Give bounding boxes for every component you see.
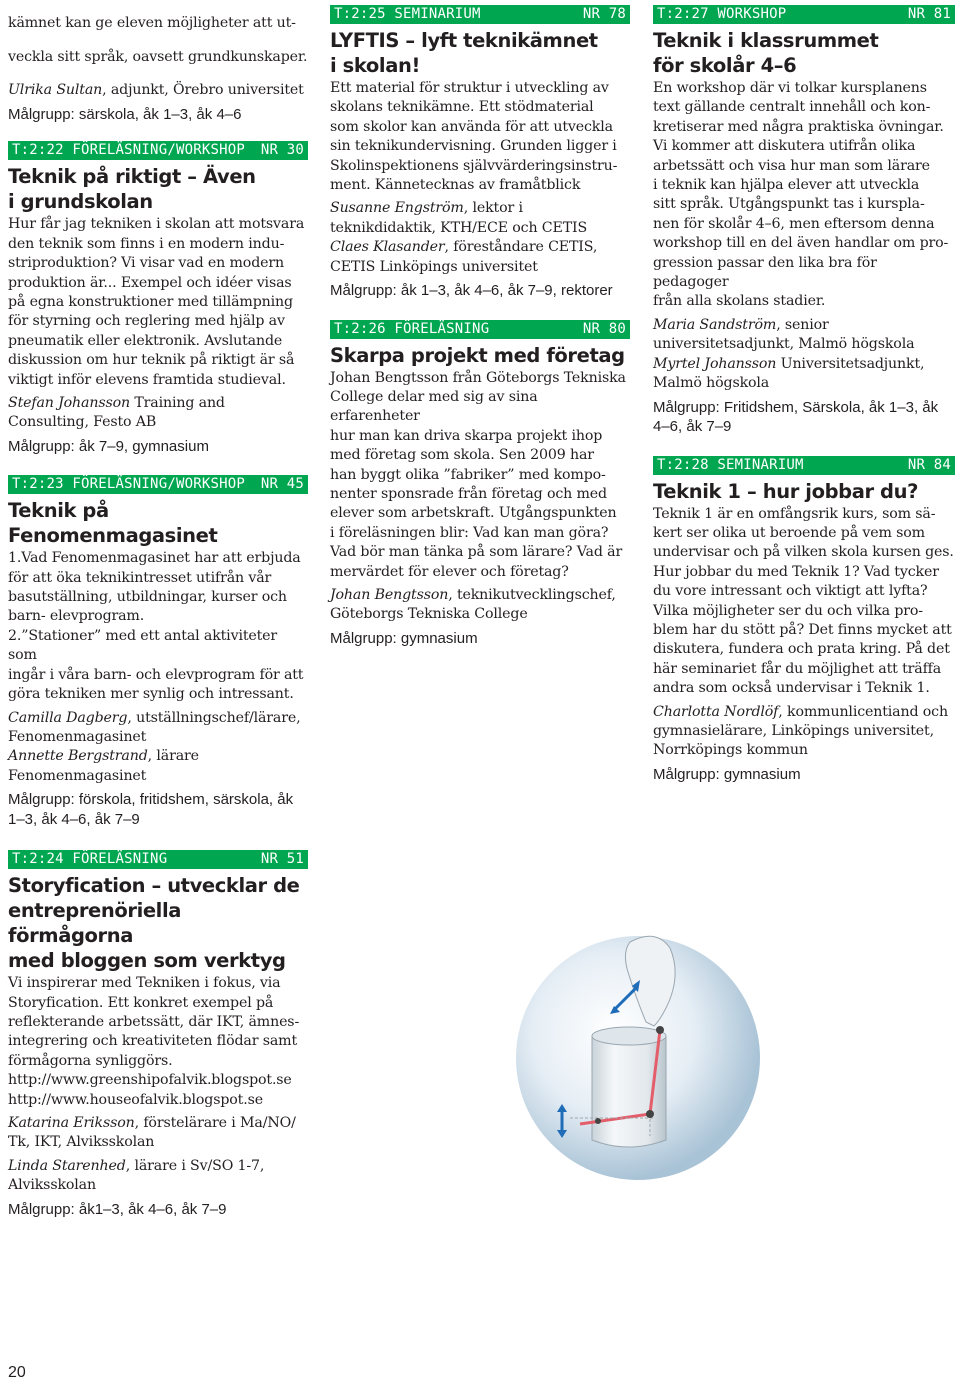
session-code: T:2:26 FÖRELÄSNING [334, 320, 490, 337]
body-line: Hur jobbar du med Teknik 1? Vad tycker [653, 563, 939, 580]
pivot-point [656, 1026, 664, 1034]
session-title [653, 28, 955, 78]
page-number: 20 [8, 1364, 26, 1381]
body-line: integrering och kreativiteten flödar samt [8, 1033, 297, 1050]
session-t224 [8, 850, 308, 1219]
body-line: Vilka möjligheter ser du och vilka pro- [653, 602, 923, 619]
body-line: kert ser olika ut beroende på vem som [653, 524, 925, 541]
body-line: striproduktion? Vi visar vad en modern [8, 255, 284, 272]
speaker-affiliation: Universitetsadjunkt, Malmö högskola [653, 355, 925, 392]
body-line: Johan Bengtsson från Göteborgs Tekniska [330, 369, 626, 386]
session-target: Målgrupp: åk 7–9, gymnasium [8, 437, 209, 455]
body-line: Vi kommer att diskutera utifrån olika [653, 138, 916, 155]
session-number: NR 45 [260, 476, 304, 493]
title-line: Skarpa projekt med företag [330, 343, 625, 367]
body-line: du vore intressant och viktigt att lyfta? [653, 583, 928, 600]
intro-target: Målgrupp: särskola, åk 1–3, åk 4–6 [8, 105, 242, 123]
body-line: Hur får jag tekniken i skolan att motsvara [8, 216, 305, 233]
pivot-point [646, 1110, 654, 1118]
speaker-affiliation: , kommunlicentiand och gymnasielärare, Linköpings universitet, Norrköpings kommun [653, 703, 948, 759]
body-line: kretiserar med några praktiska övningar. [653, 118, 944, 135]
session-description [653, 79, 955, 312]
session-target: Målgrupp: förskola, fritidshem, särskola, åk 1–3, åk 4–6, åk 7–9 [8, 791, 294, 828]
session-title [653, 479, 955, 504]
speaker-name: Myrtel Johansson [653, 355, 777, 372]
session-number: NR 80 [582, 320, 626, 337]
title-line: LYFTIS – lyft teknikämnet [330, 29, 598, 52]
body-line: sin teknikundervisning. Grunden ligger i [330, 138, 617, 155]
session-code: T:2:24 FÖRELÄSNING [12, 851, 168, 868]
body-line: 1.Vad Fenomenmagasinet har att erbjuda [8, 550, 301, 567]
session-code: T:2:28 SEMINARIUM [657, 456, 804, 473]
session-title [330, 343, 630, 368]
speaker-name: Camilla Dagberg [8, 709, 128, 726]
session-code: T:2:23 FÖRELÄSNING/WORKSHOP [12, 476, 245, 493]
body-line: hur man kan driva skarpa projekt ihop [330, 427, 603, 444]
body-line: arbetssätt och visa hur man som lärare [653, 157, 930, 174]
body-line: Teknik 1 är en omfångsrik kurs, som sä- [653, 505, 936, 522]
session-title [8, 873, 308, 973]
speaker-affiliation: , lärare i Sv/SO 1-7, Alviksskolan [8, 1157, 265, 1194]
speaker-name: Linda Starenhed [8, 1157, 126, 1174]
session-t222 [8, 141, 308, 456]
session-number: NR 81 [907, 6, 951, 22]
body-line: i teknik kan hjälpa elever att utveckla [653, 177, 920, 194]
session-speaker [330, 238, 630, 277]
session-number: NR 78 [582, 6, 626, 22]
body-line: College delar med sig av sina erfarenheter [330, 388, 538, 425]
title-line: Teknik 1 – hur jobbar du? [653, 479, 919, 503]
speaker-affiliation: , lektor i teknikdidaktik, KTH/ECE och CETIS [330, 200, 588, 236]
intro-line: veckla sitt språk, oavsett grundkunskaper. [8, 48, 308, 65]
session-number: NR 51 [260, 851, 304, 868]
speaker-affiliation: , adjunkt, Örebro universitet [102, 82, 304, 99]
body-line: produktion är... Exempel och idéer visas [8, 274, 292, 291]
session-description [330, 79, 630, 195]
speaker-name: Ulrika Sultan [8, 82, 103, 99]
session-description [8, 549, 308, 704]
column-middle [330, 0, 630, 648]
session-number: NR 84 [907, 456, 951, 473]
body-line: för styrning och reglering med hjälp av [8, 313, 285, 330]
speaker-affiliation: , förstelärare i Ma/NO/ Tk, IKT, Alviksskolan [8, 1114, 296, 1151]
body-line: nen för skolår 4–6, men eftersom denna [653, 215, 935, 232]
body-line: Vad bör man tänka på som lärare? Vad är [330, 544, 623, 561]
intro-block [8, 14, 308, 67]
session-speaker [330, 199, 630, 238]
body-line: viktigt inför elevens framtida studieval. [8, 371, 286, 388]
blog-link[interactable]: http://www.houseofalvik.blogspot.se [8, 1091, 263, 1108]
session-target: Målgrupp: åk1–3, åk 4–6, åk 7–9 [8, 1200, 227, 1218]
body-line: den teknik som finns i en modern indu- [8, 235, 285, 252]
body-line: ingår i våra barn- och elevprogram för att [8, 666, 304, 683]
session-target: Målgrupp: Fritidshem, Särskola, åk 1–3, åk 4–6, åk 7–9 [653, 398, 939, 435]
session-header-bar [330, 5, 630, 24]
session-title [330, 28, 630, 78]
body-line: reflekterande arbetssätt, där IKT, ämnes- [8, 1013, 300, 1030]
body-line: Skolinspektionens självvärderingsinstru- [330, 157, 618, 174]
speaker-name: Claes Klasander [330, 239, 445, 256]
title-line: Teknik i klassrummet [653, 29, 879, 52]
body-line: elever som arbetskraft. Utgångspunkten [330, 505, 617, 522]
session-speaker [653, 355, 955, 394]
body-line: mervärdet för elever och företag? [330, 563, 569, 580]
body-line: Vi inspirerar med Tekniken i fokus, via [8, 975, 281, 992]
body-line: ment. Kännetecknas av framåtblick [330, 177, 581, 194]
session-speaker [8, 394, 308, 433]
session-header-bar [653, 5, 955, 24]
body-line: andra som också undervisar i Teknik 1. [653, 680, 930, 697]
body-line: göra tekniken mer synlig och intressant. [8, 686, 294, 703]
body-line: för att öka teknikintresset utifrån vår [8, 569, 272, 586]
session-header-bar [8, 141, 308, 160]
body-line: Ett material för struktur i utveckling av [330, 80, 609, 96]
session-description [330, 369, 630, 582]
session-t225 [330, 5, 630, 301]
body-line: nenter sponsrade från företag och med [330, 486, 607, 502]
column-right [653, 0, 955, 784]
body-line: här seminariet får du möjlighet att träffa [653, 660, 942, 677]
body-line: barn- elevprogram. [8, 608, 145, 625]
session-code: T:2:25 SEMINARIUM [334, 6, 481, 22]
session-speaker [8, 1114, 308, 1153]
session-title [8, 164, 308, 214]
title-line: Storyfication – utvecklar de [8, 874, 300, 898]
body-line: diskussion om hur teknik på riktigt är så [8, 352, 295, 369]
session-header-bar [330, 320, 630, 339]
speaker-name: Susanne Engström [330, 200, 464, 217]
speaker-affiliation: Training and Consulting, Festo AB [8, 394, 225, 431]
body-line: skolans teknikämne. Ett stödmaterial [330, 99, 594, 116]
speaker-name: Maria Sandström [653, 316, 777, 333]
body-line: gression passar den lika bra för pedagoger [653, 254, 877, 291]
speaker-name: Johan Bengtsson [330, 587, 449, 604]
speaker-affiliation: , teknikutvecklingschef, Göteborgs Tekniska College [330, 587, 616, 623]
session-header-bar [8, 475, 308, 494]
session-speaker [8, 747, 308, 786]
session-speaker [653, 316, 955, 355]
title-line: i skolan! [330, 54, 420, 77]
pedal-bin-illustration [510, 918, 780, 1182]
speaker-affiliation: , utställningschef/lärare, Fenomenmagasinet [8, 709, 301, 745]
body-line: diskutera, fundera och prata kring. På det [653, 641, 950, 658]
session-speaker [8, 709, 308, 748]
body-line: pneumatik eller elektronik. Avslutande [8, 332, 283, 349]
speaker-name: Katarina Eriksson [8, 1114, 135, 1131]
title-line: för skolår 4–6 [653, 54, 797, 77]
session-t227 [653, 5, 955, 437]
session-t223 [8, 475, 308, 829]
session-target: Målgrupp: gymnasium [653, 765, 801, 783]
title-line: entreprenöriella förmågorna [8, 899, 182, 948]
body-line: han byggt olika ”fabriker” med kompo- [330, 466, 606, 483]
session-t228 [653, 456, 955, 785]
speaker-affiliation: , lärare Fenomenmagasinet [8, 748, 199, 784]
bin-body [592, 1036, 666, 1147]
speaker-affiliation: , senior universitetsadjunkt, Malmö högskola [653, 316, 915, 353]
body-line: förmågorna synliggörs. [8, 1052, 173, 1069]
session-t226 [330, 320, 630, 649]
body-line: i föreläsningen blir: Vad kan man göra? [330, 524, 609, 541]
bin-rim [592, 1027, 666, 1045]
body-line: En workshop där vi tolkar kursplanens [653, 80, 927, 96]
session-speaker [653, 703, 955, 761]
body-line: 2.”Stationer” med ett antal aktiviteter som [8, 627, 278, 664]
body-line: basutställning, utbildningar, kurser och [8, 589, 287, 606]
body-line: blem har du stött på? Det finns mycket att [653, 621, 952, 638]
speaker-affiliation: , föreståndare CETIS, CETIS Linköpings universitet [330, 239, 598, 275]
session-description [8, 974, 308, 1110]
title-line: med bloggen som verktyg [8, 949, 286, 973]
speaker-name: Charlotta Nordlöf [653, 703, 779, 720]
session-number: NR 30 [260, 142, 304, 159]
session-code: T:2:27 WORKSHOP [657, 6, 787, 22]
session-description [653, 505, 955, 699]
session-target: Målgrupp: åk 1–3, åk 4–6, åk 7–9, rektorer [330, 282, 613, 300]
body-line: text gällande centralt innehåll och kon- [653, 99, 931, 116]
title-line: Teknik på riktigt – Även [8, 165, 256, 189]
session-target: Målgrupp: gymnasium [330, 629, 478, 647]
intro-speaker [8, 81, 308, 100]
blog-link[interactable]: http://www.greenshipofalvik.blogspot.se [8, 1072, 292, 1089]
speaker-name: Stefan Johansson [8, 394, 130, 411]
session-title [8, 498, 308, 548]
body-line: workshop till en del även handlar om pro- [653, 235, 949, 252]
session-description [8, 215, 308, 390]
pivot-point [595, 1118, 601, 1124]
intro-line: kämnet kan ge eleven möjligheter att ut- [8, 15, 296, 32]
session-header-bar [8, 850, 308, 869]
body-line: på egna konstruktioner med tillämpning [8, 293, 293, 310]
body-line: från alla skolans stadier. [653, 293, 826, 310]
body-line: sitt språk. Utgångspunkt tas i kurspla- [653, 196, 925, 213]
body-line: Storyfication. Ett konkret exempel på [8, 994, 274, 1011]
session-header-bar [653, 456, 955, 475]
column-left [8, 0, 308, 1219]
session-code: T:2:22 FÖRELÄSNING/WORKSHOP [12, 142, 245, 159]
body-line: som skolor kan använda för att utveckla [330, 118, 613, 135]
title-line: i grundskolan [8, 190, 153, 214]
body-line: med företag som skola. Sen 2009 har [330, 447, 594, 464]
speaker-name: Annette Bergstrand [8, 748, 148, 765]
title-line: Teknik på Fenomenmagasinet [8, 499, 218, 548]
session-speaker [8, 1157, 308, 1196]
body-line: undervisar och på vilken skola kursen ges. [653, 544, 954, 561]
session-speaker [330, 586, 630, 625]
